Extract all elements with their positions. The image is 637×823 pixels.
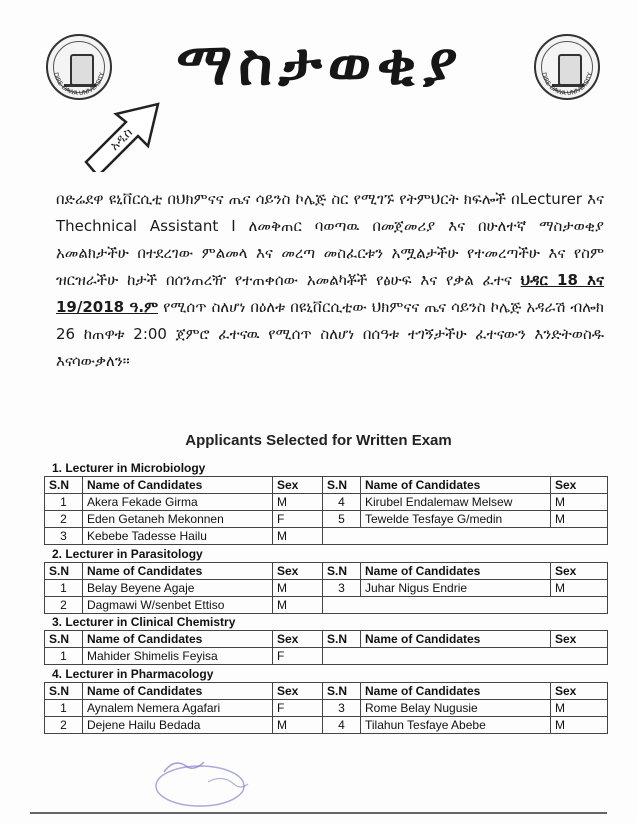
column-header-name: Name of Candidates [361,683,551,700]
candidate-number: 1 [45,494,83,511]
candidate-name: Mahider Shimelis Feyisa [83,648,273,665]
candidate-number: 5 [323,511,361,528]
section-2 [44,546,607,614]
column-header-name: Name of Candidates [361,631,551,648]
table-row [45,648,608,665]
candidate-sex: M [551,494,608,511]
candidate-sex: M [551,511,608,528]
notice-part-2: የሚሰጥ ስለሆነ በዕለቱ በዩኒቨርሲቲው ህክምናና ጤና ሳይንስ ኮሌጅ አዳራሽ ብሎክ 26 ከጠዋቱ 2:00 ጀምሮ ፈተናዉ የሚሰጥ ስለሆነ በሰዓቱ ተገኝታችሁ ፈተናውን እንድትወስዱ እናሳውቃለን። [56,298,604,370]
candidate-name: Dejene Hailu Bedada [83,717,273,734]
candidate-sex: M [273,494,323,511]
candidate-name: Eden Getaneh Mekonnen [83,511,273,528]
column-header-sn: S.N [323,563,361,580]
column-header-name: Name of Candidates [83,563,273,580]
column-header-sn: S.N [45,477,83,494]
candidate-sex: F [273,511,323,528]
column-header-sex: Sex [551,631,608,648]
column-header-sex: Sex [273,631,323,648]
candidate-name: Kirubel Endalemaw Melsew [361,494,551,511]
svg-text:አዲስ: አዲስ [107,125,136,154]
candidate-number: 4 [323,717,361,734]
signature-stamp [150,752,260,810]
column-header-sex: Sex [551,563,608,580]
section-title: 3. Lecturer in Clinical Chemistry [52,615,236,629]
column-header-sex: Sex [273,683,323,700]
column-header-name: Name of Candidates [361,563,551,580]
table-header-row [45,563,608,580]
table-row [45,717,608,734]
column-header-sex: Sex [273,477,323,494]
column-header-name: Name of Candidates [361,477,551,494]
candidate-number: 1 [45,648,83,665]
candidates-table [44,562,608,614]
candidate-number: 1 [45,580,83,597]
section-3 [44,614,607,665]
candidates-table [44,682,608,734]
empty-cell [323,528,608,545]
candidate-name: Rome Belay Nugusie [361,700,551,717]
candidate-number: 2 [45,597,83,614]
table-row [45,528,608,545]
table-row [45,580,608,597]
candidate-name: Akera Fekade Girma [83,494,273,511]
candidates-table [44,630,608,665]
page-title: ማስታወቂያ [176,30,464,98]
table-row [45,597,608,614]
svg-text:DIRE-DAWA UNIVERSITY: DIRE-DAWA UNIVERSITY [540,71,594,98]
section-4 [44,666,607,734]
candidate-sex: F [273,700,323,717]
empty-cell [323,648,608,665]
empty-cell [323,597,608,614]
exam-date: ህዳር 18 እና 19/2018 ዓ.ም [56,271,604,316]
candidate-number: 3 [45,528,83,545]
column-header-sn: S.N [323,683,361,700]
candidate-name: Dagmawi W/senbet Ettiso [83,597,273,614]
column-header-sn: S.N [323,477,361,494]
column-header-sn: S.N [323,631,361,648]
notice-text [56,186,604,375]
column-header-sex: Sex [273,563,323,580]
candidate-sex: M [273,528,323,545]
column-header-name: Name of Candidates [83,631,273,648]
university-logo-left [46,34,112,100]
section-title: 4. Lecturer in Pharmacology [52,667,214,681]
bottom-rule [30,812,607,814]
column-header-sex: Sex [551,683,608,700]
candidate-number: 2 [45,717,83,734]
section-title: 1. Lecturer in Microbiology [52,461,206,475]
section-title: 2. Lecturer in Parasitology [52,547,203,561]
table-row [45,700,608,717]
column-header-sn: S.N [45,683,83,700]
table-header-row [45,683,608,700]
candidate-sex: M [551,717,608,734]
column-header-sn: S.N [45,563,83,580]
table-row [45,511,608,528]
svg-text:DIRE-DAWA UNIVERSITY: DIRE-DAWA UNIVERSITY [52,71,106,98]
candidate-sex: M [551,580,608,597]
candidate-name: Aynalem Nemera Agafari [83,700,273,717]
candidates-table [44,476,608,545]
new-arrow-icon [72,92,172,172]
candidate-sex: M [273,580,323,597]
column-header-name: Name of Candidates [83,477,273,494]
candidate-name: Juhar Nigus Endrie [361,580,551,597]
candidate-name: Belay Beyene Agaje [83,580,273,597]
candidate-sex: F [273,648,323,665]
candidate-sex: M [551,700,608,717]
notice-part-1: በድሬደዋ ዩኒቨርሲቲ በህክምናና ጤና ሳይንስ ኮሌጅ ስር የሚገኙ የትምህርት ክፍሎች በLecturer እና Thechnical Assistant I ለመቅጠር ባወጣዉ በመጀመሪያ እና በሁለተኛ ማስታወቂያ አመልክታችሁ በተደረገው ምልመላ እና መረጣ መስፈርቱን አሟልታችሁ የተመረጣችሁ እና የስም ዝርዝራችሁ ከታች በሰንጠረዥ የተጠቀሰው አመልካቾች የፅሁፍ እና የቃል ፈተና [56,190,604,289]
candidate-number: 4 [323,494,361,511]
column-header-sex: Sex [551,477,608,494]
section-1 [44,460,607,545]
table-row [45,494,608,511]
candidate-sex: M [273,597,323,614]
university-logo-right [534,34,600,100]
candidate-number: 3 [323,700,361,717]
column-header-name: Name of Candidates [83,683,273,700]
candidate-name: Kebebe Tadesse Hailu [83,528,273,545]
candidate-number: 2 [45,511,83,528]
candidate-number: 3 [323,580,361,597]
table-header-row [45,477,608,494]
column-header-sn: S.N [45,631,83,648]
candidate-name: Tilahun Tesfaye Abebe [361,717,551,734]
candidate-number: 1 [45,700,83,717]
table-header-row [45,631,608,648]
applicants-heading: Applicants Selected for Written Exam [185,432,452,449]
candidate-name: Tewelde Tesfaye G/medin [361,511,551,528]
candidate-sex: M [273,717,323,734]
